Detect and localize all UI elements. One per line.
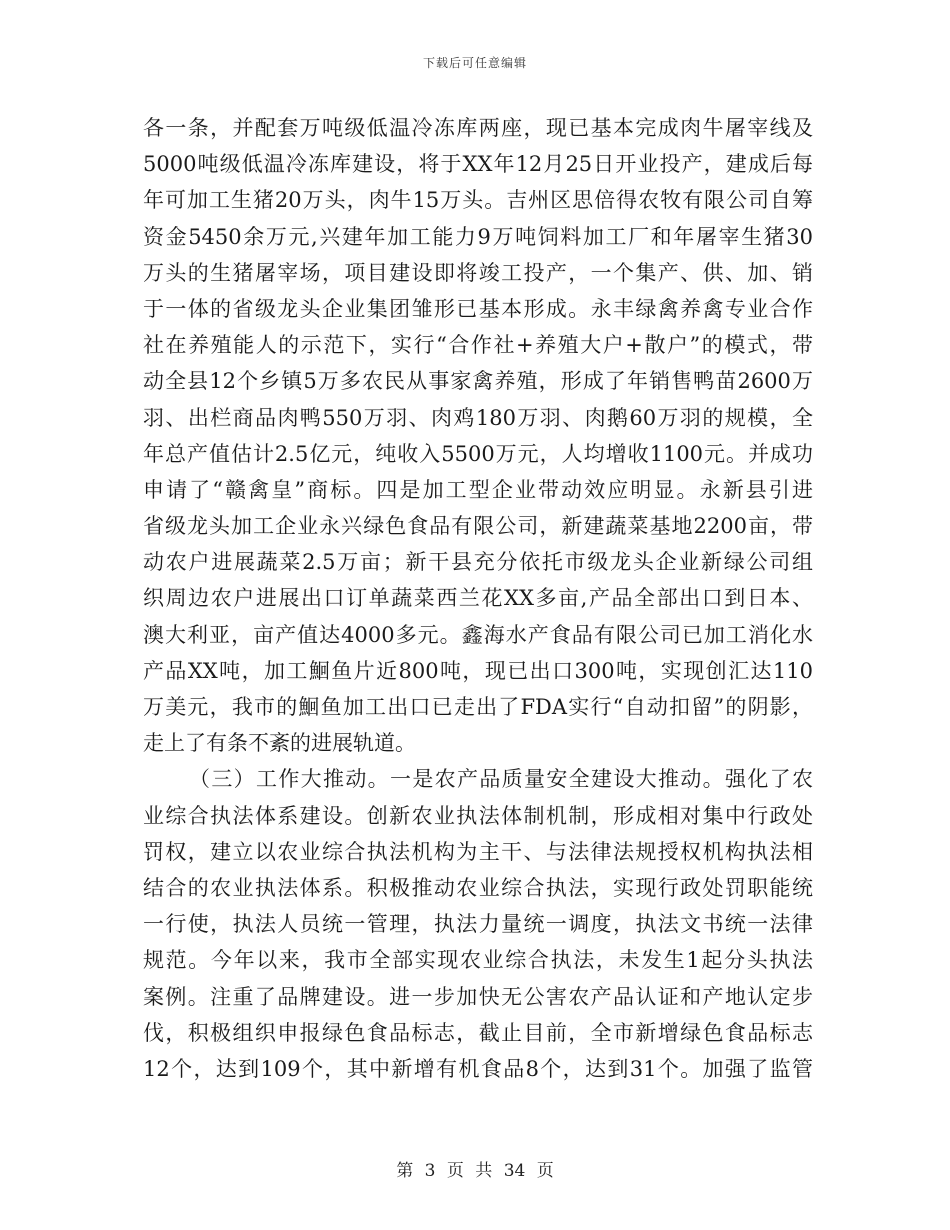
text-line: 罚权，建立以农业综合执法机构为主干、与法律法规授权机构执法相	[143, 839, 813, 864]
text-line: 织周边农户进展出口订单蔬菜西兰花XX多亩,产品全部出口到日本、	[143, 586, 813, 611]
text-line: 万美元，我市的鮰鱼加工出口已走出了FDA实行“自动扣留”的阴影，	[143, 695, 813, 719]
text-line: 于一体的省级龙头企业集团雏形已基本形成。永丰绿禽养禽专业合作	[143, 296, 813, 321]
text-line: 年总产值估计2.5亿元，纯收入5500万元，人均增收1100元。并成功	[143, 441, 813, 466]
text-line: 资金5450余万元,兴建年加工能力9万吨饲料加工厂和年屠宰生猪30	[143, 224, 813, 249]
text-line: 万头的生猪屠宰场，项目建设即将竣工投产，一个集产、供、加、销	[143, 260, 813, 285]
text-line: 社在养殖能人的示范下，实行“合作社+养殖大户+散户”的模式，带	[143, 333, 813, 358]
text-line: 规范。今年以来，我市全部实现农业综合执法，未发生1起分头执法	[143, 948, 813, 973]
text-line: 伐，积极组织申报绿色食品标志，截止目前，全市新增绿色食品标志	[143, 1020, 813, 1045]
document-body	[143, 110, 813, 1087]
text-line: 走上了有条不紊的进展轨道。	[143, 731, 416, 756]
text-line: 各一条，并配套万吨级低温冷冻库两座，现已基本完成肉牛屠宰线及	[143, 116, 813, 140]
text-line: 一行使，执法人员统一管理，执法力量统一调度，执法文书统一法律	[143, 912, 813, 937]
text-line: 羽、出栏商品肉鸭550万羽、肉鸡180万羽、肉鹅60万羽的规模，全	[143, 405, 813, 430]
text-line: 澳大利亚，亩产值达4000多元。鑫海水产食品有限公司已加工消化水	[143, 622, 813, 647]
text-line: 案例。注重了品牌建设。进一步加快无公害农产品认证和产地认定步	[143, 984, 813, 1009]
page-number: 第 3 页 共 34 页	[396, 1161, 554, 1181]
text-line: 12个，达到109个，其中新增有机食品8个，达到31个。加强了监管	[143, 1056, 813, 1081]
text-line: 5000吨级低温冷冻库建设，将于XX年12月25日开业投产，建成后每	[143, 152, 813, 177]
text-line: 动农户进展蔬菜2.5万亩；新干县充分依托市级龙头企业新绿公司组	[143, 550, 813, 575]
text-line: 业综合执法体系建设。创新农业执法体制机制，形成相对集中行政处	[143, 803, 813, 828]
page-header: 下载后可任意编辑	[422, 56, 527, 70]
text-line: 动全县12个乡镇5万多农民从事家禽养殖，形成了年销售鸭苗2600万	[143, 369, 813, 394]
text-line: 申请了“赣禽皇”商标。四是加工型企业带动效应明显。永新县引进	[143, 477, 813, 502]
text-line: 省级龙头加工企业永兴绿色食品有限公司，新建蔬菜基地2200亩，带	[143, 514, 813, 539]
text-line: 产品XX吨，加工鮰鱼片近800吨，现已出口300吨，实现创汇达110	[143, 658, 813, 683]
text-line: （三）工作大推动。一是农产品质量安全建设大推动。强化了农	[189, 767, 813, 792]
text-line: 年可加工生猪20万头，肉牛15万头。吉州区思倍得农牧有限公司自筹	[143, 188, 813, 213]
text-line: 结合的农业执法体系。积极推动农业综合执法，实现行政处罚职能统	[143, 875, 813, 900]
